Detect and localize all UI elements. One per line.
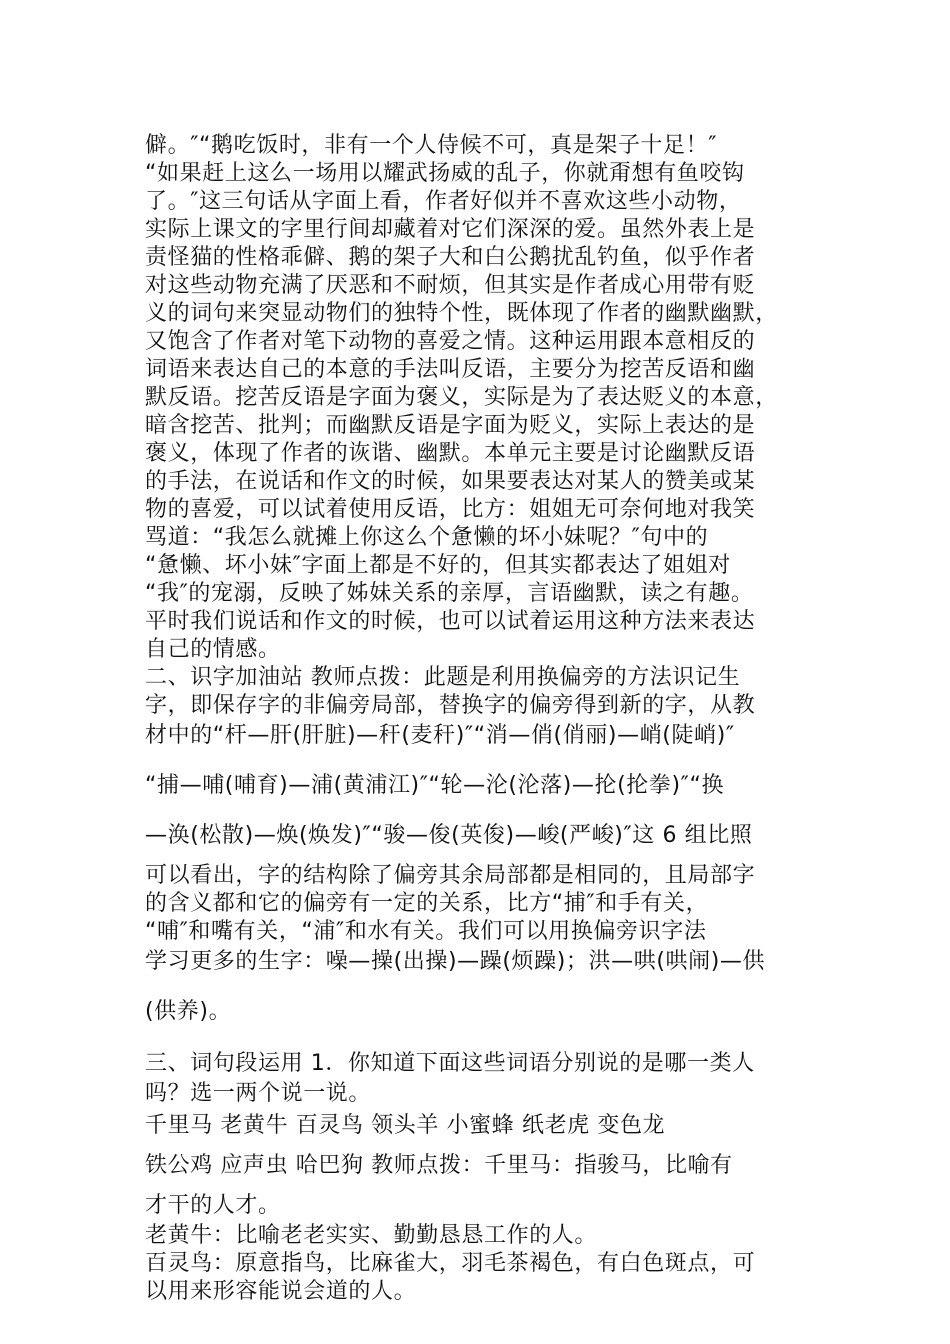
word-list: 铁公鸡 应声虫 哈巴狗 教师点拨：千里马：指骏马，比喻有 <box>145 1153 733 1178</box>
text-line: 暗含挖苦、批判；而幽默反语是字面为贬义，实际上表达的是 <box>145 413 756 438</box>
text-line: “惫懒、坏小妹″字面上都是不好的，但其实都表达了姐姐对 <box>145 553 731 578</box>
text-line: 僻。″“鹅吃饭时，非有一个人侍候不可，真是架子十足！″ <box>145 133 718 158</box>
text-line: 以用来形容能说会道的人。 <box>145 1279 417 1304</box>
text-line: —涣(松散)—焕(焕发)″“骏—俊(英俊)—峻(严峻)″这 6 组比照 <box>145 823 753 848</box>
section-heading: 三、词句段运用 1．你知道下面这些词语分别说的是哪一类人 <box>145 1051 755 1076</box>
section-heading: 二、识字加油站 教师点拨：此题是利用换偏旁的方法识记生 <box>145 665 741 690</box>
text-line: 实际上课文的字里行间却藏着对它们深深的爱。虽然外表上是 <box>145 217 756 242</box>
text-line: 材中的“杆—肝(肝脏)—秆(麦秆)″“消—俏(俏丽)—峭(陡峭)″ <box>145 723 735 748</box>
text-line: 又饱含了作者对笔下动物的喜爱之情。这种运用跟本意相反的 <box>145 329 756 354</box>
text-line: 了。″这三句话从字面上看，作者好似并不喜欢这些小动物， <box>145 189 742 214</box>
text-line: 学习更多的生字：噪—操(出操)—躁(烦躁)；洪—哄(哄闹)—供 <box>145 949 766 974</box>
word-list: 千里马 老黄牛 百灵鸟 领头羊 小蜜蜂 纸老虎 变色龙 <box>145 1113 666 1138</box>
text-line: “哺″和嘴有关，“浦″和水有关。我们可以用换偏旁识字法 <box>145 919 707 944</box>
text-line: 义的词句来突显动物们的独特个性，既体现了作者的幽默幽默， <box>145 301 778 326</box>
text-line: 才干的人才。 <box>145 1193 281 1218</box>
text-line: 词语来表达自己的本意的手法叫反语，主要分为挖苦反语和幽 <box>145 357 756 382</box>
text-line: 自己的情感。 <box>145 637 281 662</box>
text-line: 责怪猫的性格乖僻、鹅的架子大和白公鹅扰乱钓鱼，似乎作者 <box>145 245 756 270</box>
text-line: 的含义都和它的偏旁有一定的关系，比方“捕″和手有关， <box>145 891 709 916</box>
text-line: “捕—哺(哺育)—浦(黄浦江)″“轮—沦(沦落)—抡(抡拳)″“换 <box>145 773 725 798</box>
text-line: 可以看出，字的结构除了偏旁其余局部都是相同的，且局部字 <box>145 863 756 888</box>
text-line: 吗？选一两个说一说。 <box>145 1081 372 1106</box>
text-line: “我″的宠溺，反映了姊妹关系的亲厚，言语幽默，读之有趣。 <box>145 581 754 606</box>
text-line: 的手法，在说话和作文的时候，如果要表达对某人的赞美或某 <box>145 469 756 494</box>
text-line: 对这些动物充满了厌恶和不耐烦，但其实是作者成心用带有贬 <box>145 273 756 298</box>
text-line: 默反语。挖苦反语是字面为褒义，实际是为了表达贬义的本意， <box>145 385 778 410</box>
text-line: 老黄牛：比喻老老实实、勤勤恳恳工作的人。 <box>145 1223 598 1248</box>
text-line: (供养)。 <box>145 999 232 1024</box>
text-line: 物的喜爱，可以试着使用反语，比方：姐姐无可奈何地对我笑 <box>145 497 756 522</box>
text-line: 百灵鸟：原意指鸟，比麻雀大，羽毛茶褐色，有白色斑点，可 <box>145 1251 756 1276</box>
text-line: 平时我们说话和作文的时候，也可以试着运用这种方法来表达 <box>145 609 756 634</box>
text-line: 字，即保存字的非偏旁局部，替换字的偏旁得到新的字，从教 <box>145 693 756 718</box>
text-line: “如果赶上这么一场用以耀武扬威的乱子，你就甭想有鱼咬钩 <box>145 161 745 186</box>
text-line: 骂道：“我怎么就摊上你这么个惫懒的坏小妹呢？″句中的 <box>145 525 709 550</box>
text-line: 褒义，体现了作者的诙谐、幽默。本单元主要是讨论幽默反语 <box>145 441 756 466</box>
